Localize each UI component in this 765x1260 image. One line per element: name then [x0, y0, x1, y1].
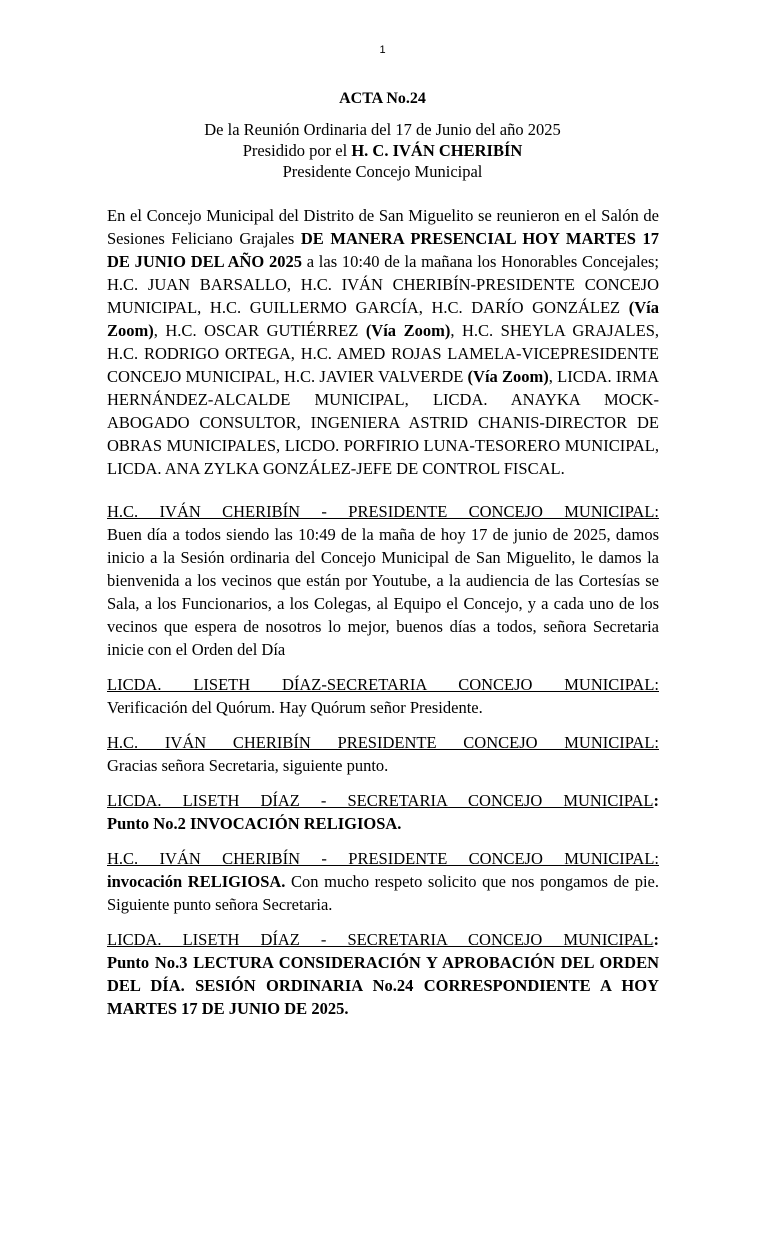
entry-block	[107, 673, 659, 719]
acta-title: ACTA No.24	[339, 90, 426, 107]
entry-text: Gracias señora Secretaria, siguiente punto.	[107, 756, 389, 775]
entry-block	[107, 731, 659, 777]
intro-text: a las 10:40 de la mañana los Honorables Concejales; H.C. JUAN BARSALLO, H.C. IVÁN CHERIBÍN-PRESIDENTE CONCEJO MUNICIPAL, H.C. GUILLERMO GARCÍA, H.C. DARÍO GONZÁLEZ	[107, 252, 659, 317]
via-zoom-note: (Vía Zoom)	[365, 321, 451, 340]
intro-text: , H.C. OSCAR GUTIÉRREZ	[153, 321, 366, 340]
page-number: 1	[379, 44, 386, 56]
speaker-heading-line	[107, 789, 659, 812]
intro-bold: DE MANERA PRESENCIAL HOY MARTES 17 DE JUNIO DEL AÑO 2025	[107, 229, 660, 271]
agenda-item: Punto No.2 INVOCACIÓN RELIGIOSA.	[107, 814, 402, 833]
entry-block	[107, 500, 659, 661]
acta-body	[107, 204, 659, 1020]
speaker-colon: :	[653, 930, 659, 949]
president-role-line: Presidente Concejo Municipal	[282, 162, 483, 181]
agenda-item: Punto No.3 LECTURA CONSIDERACIÓN Y APROBACIÓN DEL ORDEN DEL DÍA. SESIÓN ORDINARIA No.24 CORRESPONDIENTE A HOY MARTES 17 DE JUNIO DE 2025.	[107, 953, 659, 1018]
entry-text: Con mucho respeto solicito que nos pongamos de pie. Siguiente punto señora Secretaria.	[107, 872, 659, 914]
entry-text: Buen día a todos siendo las 10:49 de la maña de hoy 17 de junio de 2025, damos inicio a la Sesión ordinaria del Concejo Municipal de San Miguelito, le damos la bienvenida a los vecinos que están por Youtube, a la audiencia de las Cortesías se Sala, a los Funcionarios, a los Colegas, al Equipo el Concejo, y a cada uno de los vecinos que espera de nosotros lo mejor, buenos días a todos, señora Secretaria inicie con el Orden del Día	[107, 525, 659, 659]
presided-by-prefix: Presidido por el	[242, 141, 352, 160]
speaker-heading: LICDA. LISETH DÍAZ - SECRETARIA CONCEJO MUNICIPAL	[107, 791, 654, 810]
via-zoom-note: (Vía Zoom)	[467, 367, 549, 386]
speaker-heading: LICDA. LISETH DÍAZ - SECRETARIA CONCEJO MUNICIPAL	[107, 930, 654, 949]
entry-text-line	[107, 870, 659, 916]
intro-text: , H.C. SHEYLA GRAJALES, H.C. RODRIGO ORTEGA, H.C. AMED ROJAS LAMELA-VICEPRESIDENTE CONCEJO MUNICIPAL, H.C. JAVIER VALVERDE	[107, 321, 659, 386]
intro-text: En el Concejo Municipal del Distrito de San Miguelito se reunieron en el Salón de Sesiones Feliciano Grajales	[107, 206, 659, 248]
speaker-heading: H.C. IVÁN CHERIBÍN - PRESIDENTE CONCEJO MUNICIPAL:	[107, 502, 659, 521]
speaker-heading: H.C. IVÁN CHERIBÍN PRESIDENTE CONCEJO MUNICIPAL:	[107, 733, 659, 752]
entry-block	[107, 789, 659, 835]
speaker-heading: H.C. IVÁN CHERIBÍN - PRESIDENTE CONCEJO MUNICIPAL:	[107, 849, 659, 868]
intro-paragraph	[107, 204, 659, 480]
entry-block	[107, 928, 659, 1020]
via-zoom-note: (Vía Zoom)	[107, 298, 659, 340]
presided-by-line	[0, 140, 765, 161]
entry-block	[107, 847, 659, 916]
president-name: H. C. IVÁN CHERIBÍN	[351, 141, 523, 160]
entry-text: Verificación del Quórum. Hay Quórum señor Presidente.	[107, 698, 483, 717]
speaker-colon: :	[653, 791, 659, 810]
speaker-heading: LICDA. LISETH DÍAZ-SECRETARIA CONCEJO MUNICIPAL:	[107, 675, 659, 694]
meeting-date-line: De la Reunión Ordinaria del 17 de Junio del año 2025	[204, 120, 561, 139]
acta-header	[0, 88, 765, 182]
intro-text: , LICDA. IRMA HERNÁNDEZ-ALCALDE MUNICIPAL, LICDA. ANAYKA MOCK-ABOGADO CONSULTOR, INGENIERA ASTRID CHANIS-DIRECTOR DE OBRAS MUNICIPALES, LICDO. PORFIRIO LUNA-TESORERO MUNICIPAL, LICDA. ANA ZYLKA GONZÁLEZ-JEFE DE CONTROL FISCAL.	[107, 367, 659, 478]
entry-bold-lead: invocación RELIGIOSA.	[107, 872, 286, 891]
speaker-heading-line	[107, 928, 659, 951]
